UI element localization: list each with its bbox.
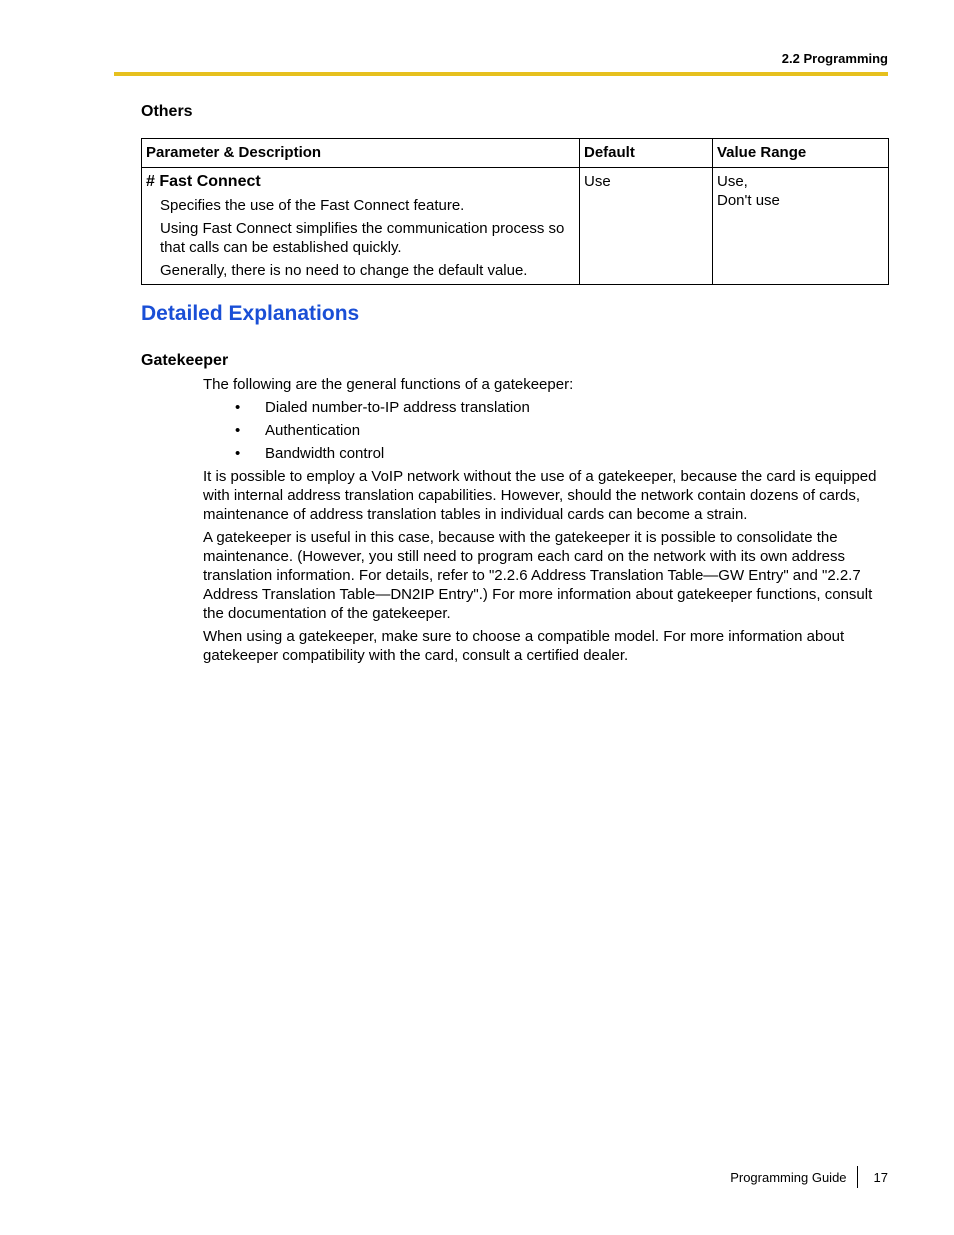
table-row	[142, 168, 889, 285]
list-item	[203, 421, 888, 440]
header-rule	[114, 72, 888, 76]
description-line: Specifies the use of the Fast Connect feature.	[160, 197, 465, 214]
header-default: Default	[580, 139, 713, 168]
detailed-explanations-heading: Detailed Explanations	[141, 302, 360, 325]
function-list	[203, 398, 888, 463]
table-header-row	[142, 139, 889, 168]
parameter-cell	[142, 168, 580, 285]
bullet-icon: •	[235, 399, 241, 416]
description-line: Generally, there is no need to change the default value.	[160, 262, 528, 279]
list-item-text: Authentication	[265, 422, 361, 439]
body-paragraph: A gatekeeper is useful in this case, because with the gatekeeper it is possible to consolidate the maintenance. (However, you still need to program each card on the network with its own address translation information. For details, refer to "2.2.6 Address Translation Table—GW Entry" and "2.2.7 Address Translation Table—DN2IP Entry".) For more information about gatekeeper functions, consult the documentation of the gatekeeper.	[203, 529, 873, 622]
list-item-text: Dialed number-to-IP address translation	[265, 399, 530, 416]
parameter-table	[141, 138, 889, 285]
parameter-description	[146, 196, 575, 280]
default-cell: Use	[580, 168, 713, 285]
others-heading: Others	[141, 103, 193, 120]
body-paragraph: It is possible to employ a VoIP network without the use of a gatekeeper, because the card is equipped with internal address translation capabilities. However, should the network contain dozens of cards, maintenance of address translation tables in individual cards can become a strain.	[203, 468, 877, 523]
bullet-icon: •	[235, 422, 241, 439]
intro-paragraph: The following are the general functions of a gatekeeper:	[203, 376, 574, 393]
value-range-option: Don't use	[717, 192, 780, 209]
section-title: 2.2 Programming	[781, 51, 888, 66]
header-value-range: Value Range	[713, 139, 889, 168]
list-item	[203, 444, 888, 463]
list-item-text: Bandwidth control	[265, 445, 385, 462]
bullet-icon: •	[235, 445, 241, 462]
footer-divider	[857, 1166, 858, 1188]
parameter-name: # Fast Connect	[146, 173, 261, 190]
gatekeeper-heading: Gatekeeper	[141, 352, 229, 369]
footer-guide-title: Programming Guide	[730, 1169, 847, 1185]
page-footer	[730, 1166, 888, 1188]
list-item	[203, 398, 888, 417]
header-parameter: Parameter & Description	[142, 139, 580, 168]
page-number: 17	[873, 1169, 888, 1185]
body-paragraph: When using a gatekeeper, make sure to choose a compatible model. For more information about gatekeeper compatibility with the card, consult a certified dealer.	[203, 628, 845, 664]
description-line: Using Fast Connect simplifies the communication process so that calls can be established quickly.	[160, 220, 565, 256]
value-range-cell	[713, 168, 889, 285]
gatekeeper-body	[203, 375, 888, 669]
value-range-option: Use,	[717, 173, 748, 190]
